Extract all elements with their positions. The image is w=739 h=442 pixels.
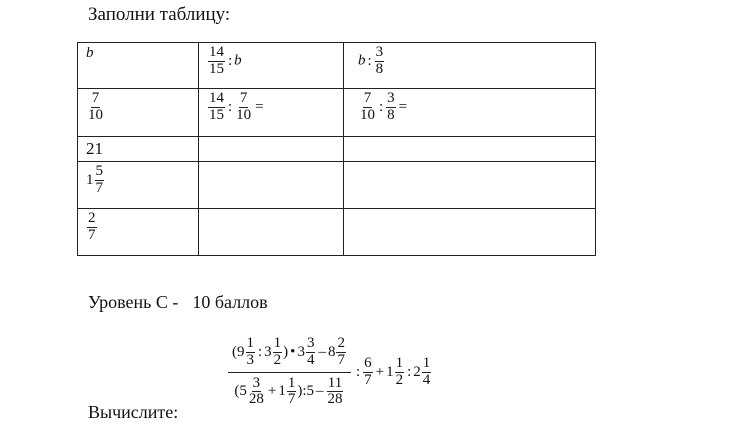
answer-cell[interactable]: [199, 162, 344, 209]
level-heading: [88, 292, 268, 313]
header-14-15-div-b-cell: $\frac{14}{15}$ : b: [199, 43, 344, 89]
main-fraction: [228, 336, 351, 408]
answer-cell[interactable]: [344, 162, 596, 209]
task-label: Вычислите:: [88, 402, 179, 422]
math-expression: [228, 336, 432, 408]
level-label: Уровень С -: [88, 292, 179, 312]
table-row: [78, 162, 596, 209]
b-value-cell: [78, 209, 199, 256]
fraction: $\frac{14}{15}$: [209, 44, 224, 77]
answer-cell[interactable]: [199, 137, 344, 162]
level-points: 10 баллов: [192, 292, 268, 312]
fraction: $\frac{3}{8}$: [375, 44, 384, 77]
table-row: [78, 209, 596, 256]
b-value-cell: 21: [78, 137, 199, 162]
mixed-number: 1 $\frac{5}{7}$: [86, 163, 103, 196]
fraction: $\frac{3}{8}$: [387, 90, 395, 123]
page-heading: Заполни таблицу:: [88, 4, 231, 25]
expression-tail: : $\frac{6}{7}$ + 1 $\frac{1}{2}$ : 2 $\frac{1}{4}$: [355, 354, 431, 388]
header-b-cell: [78, 43, 199, 89]
fraction: $\frac{14}{15}$: [209, 90, 224, 123]
var-b: b: [86, 45, 94, 61]
header-b-div-3-8-cell: b : $\frac{3}{8}$: [344, 43, 596, 89]
fraction: $\frac{7}{10}$: [236, 90, 252, 123]
answer-cell[interactable]: [199, 209, 344, 256]
fraction: $\frac{7}{10}$: [360, 90, 375, 123]
answer-cell[interactable]: [344, 209, 596, 256]
answer-cell[interactable]: $\frac{14}{15}$ : $\frac{7}{10}$ =: [199, 89, 344, 137]
b-value-cell: [78, 89, 199, 137]
answer-cell[interactable]: $\frac{7}{10}$ : $\frac{3}{8}$ =: [344, 89, 596, 137]
table-row: [78, 137, 596, 162]
main-numerator: (9 $\frac{1}{3}$ : 3 $\frac{1}{2}$ ) • 3 $\frac{3}{4}$ – 8 $\frac{2}{7}$: [228, 336, 351, 373]
fill-in-table: [77, 42, 596, 256]
table-header-row: [78, 43, 596, 89]
fraction: $\frac{2}{7}$: [88, 210, 96, 243]
fraction: $\frac{7}{10}$: [88, 90, 103, 123]
answer-cell[interactable]: [344, 137, 596, 162]
table-row: [78, 89, 596, 137]
main-denominator: (5 $\frac{3}{28}$ + 1 $\frac{1}{7}$ ): 5 – $\frac{11}{28}$: [234, 374, 343, 408]
b-value-cell: [78, 162, 199, 209]
